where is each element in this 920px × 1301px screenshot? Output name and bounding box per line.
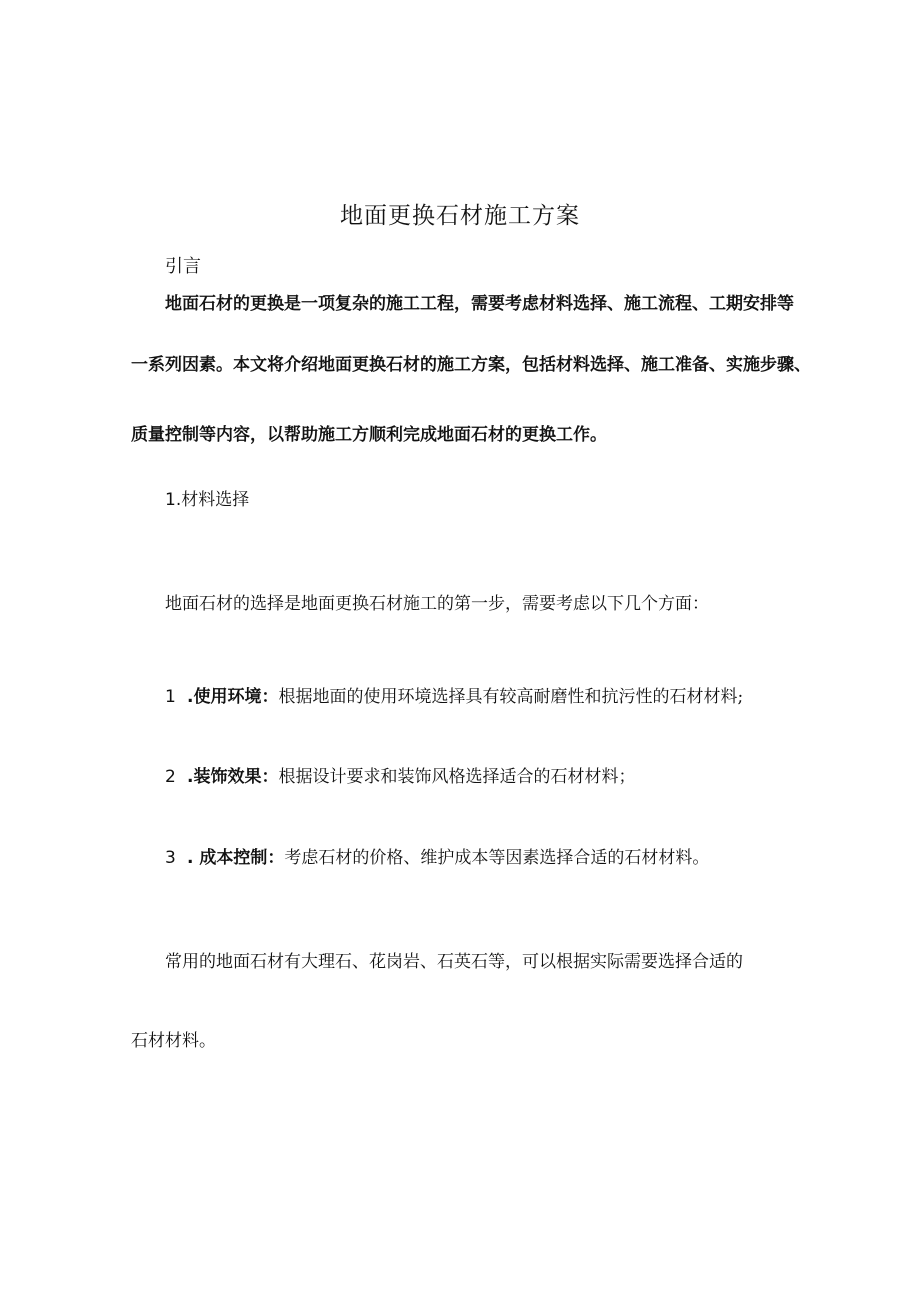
intro-line-3: 质量控制等内容，以帮助施工方顺利完成地面石材的更换工作。 <box>131 425 607 445</box>
list-item <box>165 685 743 709</box>
list-item-number: 3 <box>165 848 176 868</box>
list-item-number: 1 <box>165 687 176 707</box>
closing-line-1: 常用的地面石材有大理石、花岗岩、石英石等，可以根据实际需要选择合适的 <box>165 952 743 972</box>
list-item-text: 根据地面的使用环境选择具有较高耐磨性和抗污性的石材材料; <box>278 687 744 707</box>
list-item-number: 2 <box>165 767 176 787</box>
list-item-label: .装饰效果： <box>187 767 279 787</box>
list-item <box>165 765 635 789</box>
closing-line-2: 石材材料。 <box>131 1031 216 1051</box>
page-title: 地面更换石材施工方案 <box>340 203 580 229</box>
list-item-text: 考虑石材的价格、维护成本等因素选择合适的石材材料。 <box>284 848 710 868</box>
intro-line-2: 一系列因素。本文将介绍地面更换石材的施工方案，包括材料选择、施工准备、实施步骤、 <box>131 355 811 375</box>
section-intro: 地面石材的选择是地面更换石材施工的第一步，需要考虑以下几个方面： <box>165 594 709 614</box>
intro-heading: 引言 <box>165 256 201 277</box>
list-item-label: .使用环境： <box>187 687 279 707</box>
list-item-label: . 成本控制： <box>187 848 285 868</box>
section-heading-materials: 1.材料选择 <box>165 490 250 510</box>
list-item-text: 根据设计要求和装饰风格选择适合的石材材料； <box>278 767 636 787</box>
list-item <box>165 846 709 870</box>
intro-line-1: 地面石材的更换是一项复杂的施工工程，需要考虑材料选择、施工流程、工期安排等 <box>165 294 794 314</box>
